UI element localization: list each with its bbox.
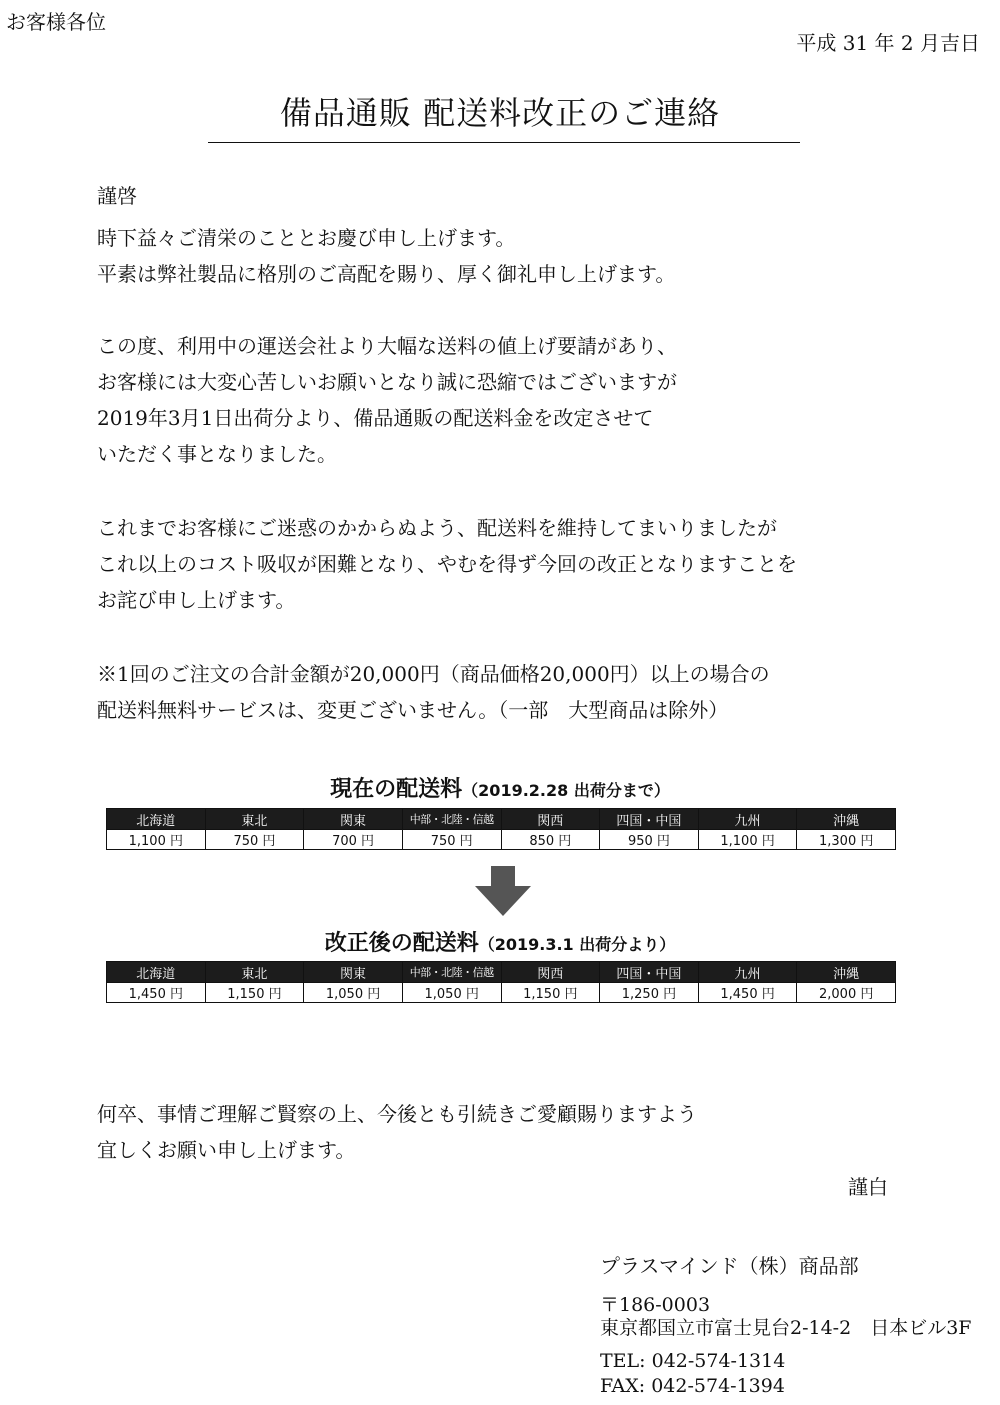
region-cell: 関西 <box>501 809 600 830</box>
price-cell: 850 円 <box>501 830 600 850</box>
body-line: 時下益々ご清栄のこととお慶び申し上げます。 <box>97 226 516 250</box>
price-cell: 750 円 <box>205 830 304 850</box>
price-cell: 1,450 円 <box>107 983 206 1003</box>
price-cell: 1,150 円 <box>501 983 600 1003</box>
notice-line: 配送料無料サービスは、変更ございません。（一部 大型商品は除外） <box>97 698 729 722</box>
price-cell: 950 円 <box>600 830 699 850</box>
closing-word: 謹白 <box>848 1175 888 1199</box>
region-cell: 九州 <box>698 962 797 983</box>
sender-address: 東京都国立市富士見台2-14-2 日本ビル3F <box>600 1317 972 1339</box>
new-rates-title: 改正後の配送料 <box>324 931 479 956</box>
price-cell: 750 円 <box>402 830 501 850</box>
table-row <box>107 983 896 1003</box>
price-cell: 1,250 円 <box>600 983 699 1003</box>
body-line: これ以上のコスト吸収が困難となり、やむを得ず今回の改正となりますことを <box>97 552 797 576</box>
title-underline <box>208 142 800 143</box>
current-rates-heading <box>0 772 1000 803</box>
price-cell: 1,300 円 <box>797 830 896 850</box>
addressee: お客様各位 <box>6 10 106 34</box>
greeting: 謹啓 <box>97 184 137 208</box>
current-rates-subtitle: （2019.2.28 出荷分まで） <box>462 781 670 800</box>
region-cell: 北海道 <box>107 962 206 983</box>
body-line: お詫び申し上げます。 <box>97 588 296 612</box>
sender-postal: 〒186-0003 <box>600 1294 711 1316</box>
region-cell: 中部・北陸・信越 <box>402 962 501 983</box>
region-cell: 北海道 <box>107 809 206 830</box>
table-row <box>107 830 896 850</box>
region-cell: 関西 <box>501 962 600 983</box>
body-line: 2019年3月1日出荷分より、備品通販の配送料金を改定させて <box>97 406 654 430</box>
new-rates-subtitle: （2019.3.1 出荷分より） <box>478 935 676 954</box>
sender-fax: FAX: 042-574-1394 <box>600 1375 785 1397</box>
new-rates-heading <box>0 926 1000 957</box>
region-cell: 東北 <box>205 962 304 983</box>
price-cell: 1,100 円 <box>107 830 206 850</box>
closing-line: 宜しくお願い申し上げます。 <box>97 1138 356 1162</box>
table-header-row <box>107 809 896 830</box>
body-line: いただく事となりました。 <box>97 442 337 466</box>
price-cell: 700 円 <box>304 830 403 850</box>
region-cell: 関東 <box>304 809 403 830</box>
body-line: この度、利用中の運送会社より大幅な送料の値上げ要請があり、 <box>97 334 677 358</box>
region-cell: 沖縄 <box>797 962 896 983</box>
region-cell: 関東 <box>304 962 403 983</box>
price-cell: 1,450 円 <box>698 983 797 1003</box>
body-line: 平素は弊社製品に格別のご高配を賜り、厚く御礼申し上げます。 <box>97 262 676 286</box>
body-line: これまでお客様にご迷惑のかからぬよう、配送料を維持してまいりましたが <box>97 516 777 540</box>
page-title: 備品通販 配送料改正のご連絡 <box>279 94 721 132</box>
price-cell: 1,050 円 <box>402 983 501 1003</box>
notice-line: ※1回のご注文の合計金額が20,000円（商品価格20,000円）以上の場合の <box>97 662 770 686</box>
region-cell: 東北 <box>205 809 304 830</box>
closing-line: 何卒、事情ご理解ご賢察の上、今後とも引続きご愛顧賜りますよう <box>97 1102 697 1126</box>
price-cell: 1,150 円 <box>205 983 304 1003</box>
current-rates-title: 現在の配送料 <box>330 777 463 802</box>
letter-date: 平成 31 年 2 月吉日 <box>796 31 980 55</box>
table-header-row <box>107 962 896 983</box>
price-cell: 1,100 円 <box>698 830 797 850</box>
price-cell: 2,000 円 <box>797 983 896 1003</box>
body-line: お客様には大変心苦しいお願いとなり誠に恐縮ではございますが <box>97 370 677 394</box>
region-cell: 沖縄 <box>797 809 896 830</box>
down-arrow-icon <box>475 866 531 916</box>
current-rates-table <box>106 808 896 850</box>
region-cell: 九州 <box>698 809 797 830</box>
new-rates-table <box>106 961 896 1003</box>
price-cell: 1,050 円 <box>304 983 403 1003</box>
region-cell: 四国・中国 <box>600 809 699 830</box>
region-cell: 中部・北陸・信越 <box>402 809 501 830</box>
region-cell: 四国・中国 <box>600 962 699 983</box>
sender-tel: TEL: 042-574-1314 <box>600 1350 786 1372</box>
sender-company: プラスマインド（株）商品部 <box>600 1254 859 1278</box>
